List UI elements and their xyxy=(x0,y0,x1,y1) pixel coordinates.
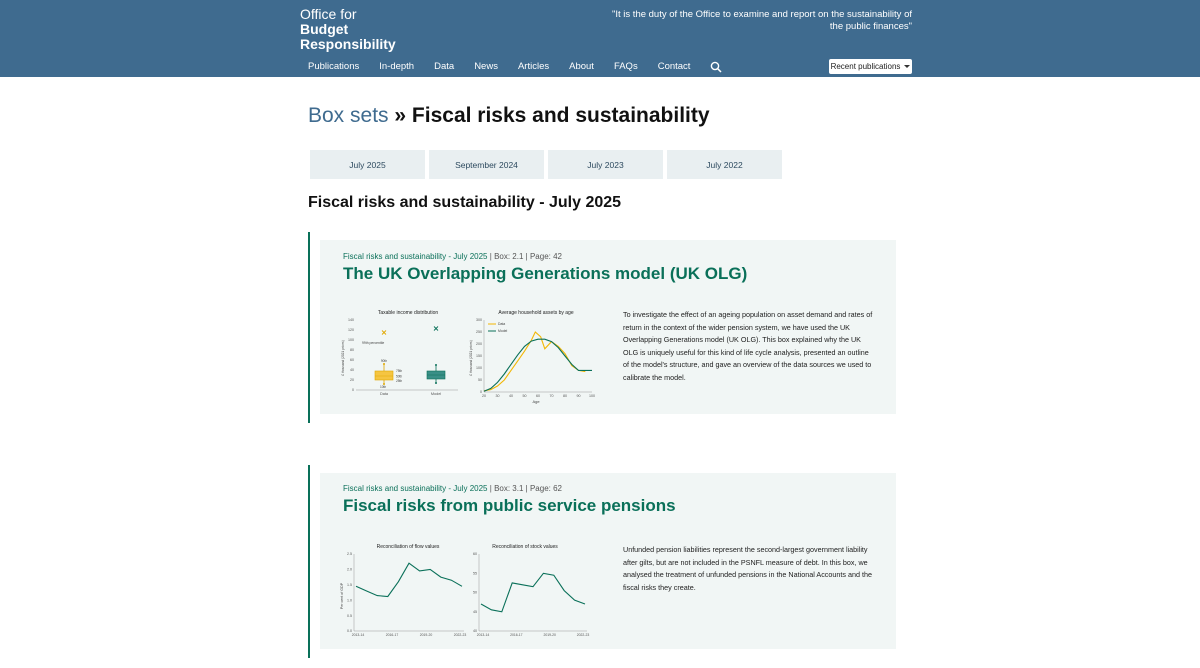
nav-in-depth[interactable]: In-depth xyxy=(379,60,415,72)
chart-title: Reconciliation of flow values xyxy=(376,544,440,550)
y-tick-label: 45 xyxy=(473,609,477,614)
y-tick-label: 2.5 xyxy=(347,552,352,557)
y-tick-label: 55 xyxy=(473,571,477,576)
y-tick-label: 40 xyxy=(473,629,477,634)
chart-title: Reconciliation of stock values xyxy=(492,544,558,550)
y-tick-label: 40 xyxy=(350,368,354,373)
series-line-data xyxy=(484,332,585,391)
y-tick-label: 80 xyxy=(350,348,354,353)
x-tick-label: 70 xyxy=(549,394,554,398)
x-tick-label: 2013-14 xyxy=(351,633,365,637)
chart-title: Taxable income distribution xyxy=(377,310,439,316)
y-tick-label: 60 xyxy=(473,552,477,557)
x-tick-label: 20 xyxy=(482,394,486,398)
tab-july-2025[interactable]: July 2025 xyxy=(310,150,425,179)
chart-marks xyxy=(362,327,445,390)
card-title[interactable]: Fiscal risks from public service pensions xyxy=(343,496,676,515)
x-tick-label: 100 xyxy=(589,394,595,398)
stock-values-chart xyxy=(463,541,593,645)
card-meta xyxy=(343,484,562,493)
x-tick-label: 2016-17 xyxy=(385,633,399,637)
logo-line-2: Budget xyxy=(300,21,349,37)
meta-separator: | xyxy=(489,484,492,493)
meta-separator: | xyxy=(525,484,528,493)
y-tick-label: 140 xyxy=(348,318,354,323)
recent-publications-label: Recent publications xyxy=(830,62,901,71)
tab-july-2023[interactable]: July 2023 xyxy=(548,150,663,179)
page-title-text: Fiscal risks and sustainability xyxy=(411,104,710,127)
x-tick-label: 60 xyxy=(536,394,540,398)
card-box-number: Box: 3.1 xyxy=(494,484,524,493)
p90-marker xyxy=(383,363,385,365)
nav-about[interactable]: About xyxy=(569,60,594,72)
card-meta xyxy=(343,252,562,261)
card-title[interactable]: The UK Overlapping Generations model (UK OLG) xyxy=(343,264,748,283)
y-tick-label: 200 xyxy=(476,342,482,347)
section-title: Fiscal risks and sustainability - July 2025 xyxy=(308,194,622,211)
chart-marks xyxy=(481,573,585,612)
logo-line-3: Responsibility xyxy=(300,36,396,52)
card-description: Unfunded pension liabilities represent the second-largest government liability after gilts, but are not included in the PSNFL measure of debt. In this box, we analysed the treatment of unfunded pensions in the National Accounts and the fiscal risks they create. xyxy=(623,545,872,592)
chart-axes xyxy=(473,552,589,637)
x-axis-label: Age xyxy=(532,399,540,404)
series-line-stock xyxy=(481,573,585,612)
nav-articles[interactable]: Articles xyxy=(517,60,550,72)
y-tick-label: 250 xyxy=(476,330,482,335)
chart-title: Average household assets by age xyxy=(498,310,574,316)
nav-news[interactable]: News xyxy=(474,60,498,72)
y-tick-label: 0 xyxy=(352,388,354,393)
y-tick-label: 150 xyxy=(476,354,482,359)
tab-july-2022[interactable]: July 2022 xyxy=(667,150,782,179)
percentile-label: 50th xyxy=(396,374,403,379)
x-tick-label: 2013-14 xyxy=(476,633,490,637)
site-header xyxy=(0,0,1200,77)
legend-label: Data xyxy=(498,322,506,327)
x-tick-label: 2022-23 xyxy=(453,633,467,637)
card-box-number: Box: 2.1 xyxy=(494,252,524,261)
legend-label: Model xyxy=(498,329,508,334)
x-tick-label: 2022-23 xyxy=(576,633,590,637)
breadcrumb-box-sets[interactable]: Box sets xyxy=(308,104,389,127)
x-tick-label: Model xyxy=(430,392,442,396)
percentile-label: 75th xyxy=(396,369,403,373)
y-tick-label: 1.0 xyxy=(347,598,352,603)
y-tick-label: 2.0 xyxy=(347,567,352,572)
y-axis-label: £ thousand (2021 prices) xyxy=(341,340,345,376)
legend-label: 99th percentile xyxy=(362,341,385,345)
p99-marker xyxy=(434,327,438,331)
y-axis-label: £ thousand (2021 prices) xyxy=(469,340,473,376)
percentile-label: 90th xyxy=(380,359,388,363)
x-tick-label: 90 xyxy=(576,394,581,398)
nav-contact[interactable]: Contact xyxy=(657,60,691,72)
y-tick-label: 0.0 xyxy=(347,629,352,634)
y-tick-label: 0 xyxy=(480,390,482,395)
search-icon[interactable] xyxy=(710,60,722,72)
x-tick-label: 30 xyxy=(495,394,500,398)
y-tick-label: 60 xyxy=(350,358,354,363)
p99-marker xyxy=(382,331,386,335)
nav-data[interactable]: Data xyxy=(434,60,455,72)
nav-publications[interactable]: Publications xyxy=(308,60,360,72)
card-accent-bar xyxy=(308,465,310,658)
y-tick-label: 100 xyxy=(348,338,354,343)
y-tick-label: 300 xyxy=(476,318,482,323)
tab-september-2024[interactable]: September 2024 xyxy=(429,150,544,179)
meta-separator: | xyxy=(489,252,492,261)
logo-line-1: Office for xyxy=(300,6,357,22)
chart-marks xyxy=(356,563,462,596)
breadcrumb-separator: » xyxy=(394,104,407,127)
chevron-down-icon xyxy=(904,65,910,68)
card-series-link[interactable]: Fiscal risks and sustainability - July 2025 xyxy=(343,484,488,493)
x-tick-label: 40 xyxy=(509,394,513,398)
x-tick-label: 2019-20 xyxy=(419,633,433,637)
recent-publications-dropdown[interactable] xyxy=(829,59,912,74)
x-tick-label: 50 xyxy=(522,394,527,398)
y-tick-label: 1.5 xyxy=(347,583,352,587)
series-line-flow xyxy=(356,563,462,596)
chart-axes xyxy=(348,318,458,396)
flow-values-chart xyxy=(338,541,468,645)
chart-marks xyxy=(484,322,592,391)
x-tick-label: Data xyxy=(379,392,389,396)
y-tick-label: 0.5 xyxy=(347,613,352,618)
box-card[interactable] xyxy=(308,232,896,423)
percentile-label: 10th xyxy=(380,385,387,389)
x-tick-label: 2019-20 xyxy=(543,633,556,637)
edition-tabs xyxy=(310,150,782,179)
y-tick-label: 50 xyxy=(478,378,482,383)
card-page-number: Page: 42 xyxy=(529,252,562,261)
card-accent-bar xyxy=(308,232,310,423)
y-tick-label: 100 xyxy=(476,366,482,371)
taxable-income-chart xyxy=(340,308,470,404)
x-tick-label: 80 xyxy=(563,394,567,398)
percentile-label: 25th xyxy=(396,379,403,383)
card-series-link[interactable]: Fiscal risks and sustainability - July 2025 xyxy=(343,252,488,261)
nav-faqs[interactable]: FAQs xyxy=(613,60,638,72)
meta-separator: | xyxy=(525,252,528,261)
y-axis-label: Per cent of GDP xyxy=(340,582,344,610)
chart-axes xyxy=(347,552,466,637)
x-tick-label: 2016-17 xyxy=(510,633,523,637)
y-tick-label: 20 xyxy=(350,378,354,383)
box-card[interactable] xyxy=(308,465,896,658)
card-page-number: Page: 62 xyxy=(529,484,562,493)
card-description: To investigate the effect of an ageing population on asset demand and rates of return in the context of the wider pension system, we have used the UK Overlapping Generations model (UK OLG). This box explained why the UK OLG is uniquely useful for this kind of life cycle analysis, presented an outline of the model's structure, and gave an overview of the data sources we used to calibrate the model. xyxy=(623,310,873,382)
main-nav xyxy=(308,60,722,72)
y-tick-label: 50 xyxy=(473,590,477,595)
obr-logo[interactable] xyxy=(300,7,396,52)
p90-marker xyxy=(435,364,437,366)
household-assets-chart xyxy=(468,308,598,404)
tagline: "It is the duty of the Office to examine and report on the sustainability of the public finances" xyxy=(612,9,912,32)
page-title xyxy=(308,104,710,128)
y-tick-label: 120 xyxy=(348,328,354,333)
box-mark xyxy=(375,371,393,380)
p10-marker xyxy=(435,382,437,384)
